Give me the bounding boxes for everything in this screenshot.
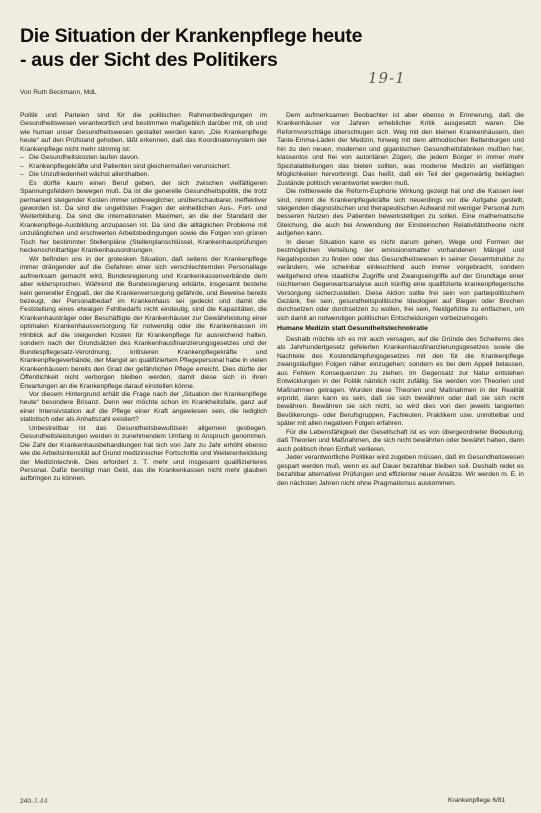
handwritten-note: 19-1 — [368, 69, 406, 87]
list-item: – Die Unzufriedenheit wächst allenthalben. — [20, 171, 267, 179]
paragraph: Vor diesem Hintergrund erhält die Frage nach der „Situation der Krankenpflege heute“ besondere Brisanz. Denn wer möchte schon im Krankheitsfalle, ganz auf einer Intensivstation auf die Pflege einer Kraft angewiesen sein, die lediglich statistisch oder als Anhaltszahl existiert? — [20, 390, 267, 424]
paragraph: Für die Lebensfähigkeit der Gesellschaft ist es von übergeordneter Bedeutung, daß Theorien und Maßnahmen, die sich nicht bewährten oder bewährt haben, dann auch politisch ihren Einfluß verlieren. — [277, 428, 524, 453]
list-item: – Die Gesundheitskosten laufen davon. — [20, 154, 267, 162]
journal-footer: Krankenpflege 6/81 — [448, 797, 506, 804]
right-column — [277, 112, 524, 792]
paragraph: Wir befinden uns in der grotesken Situation, daß seitens der Krankenpflege immer drängender auf die Gefahren einer sich verschlechternden Personallage aufmerksam gemacht wird, Bundesregierung und Krankenkassenverbände dem aber widersprochen. Während die Bundesregierung erklärte, insgesamt bestehe kein genereller Engpaß, der die Krankenversorgung gefährde, und Beweise bereits bezeugt, der Personalbedarf im Krankenhaus sei gedeckt und damit die Feststellung eines etwaigen Fehlbedarfs nicht eindeutig, sind die Kapazitäten, die Krankenhausträger oder Beschäftigte der Krankenhäuser zur Gewährleistung einer optimalen Krankenhausversorgung für notwendig oder die Krankenkassen im Hinblick auf die steigenden Kosten für Krankenpflege für ausreichend halten, sondern nach der Grundsätzen des Krankenhausfinanzierungsgesetzes und der Bundespflegesatz-Verordnung, kritisieren Krankenpflegekräfte und Krankenpflegeverbände, der Mangel an qualifiziertem Pflegepersonal habe in vielen Krankenhäusern bereits den Grad der gefährlichen Pflege erreicht. Dies dürfte der Öffentlichkeit nicht verborgen bleiben werden, damit diese sich in ihren Erwartungen an die Krankenpflege darauf einstellen könne. — [20, 255, 267, 390]
article-title-line2: - aus der Sicht des Politikers — [20, 49, 278, 71]
paragraph: Die mittlerweile die Reform-Euphorie Wirkung gezeigt hat und die Kassen leer sind, nimmt die Krankenpflegekräfte sich neuerdings vor die Aufgabe gestellt, steigenden diagnostischen und therapeutischen Aufwand mit weniger Personal zum besseren Nutzen des Patienten bewerkstelligen zu sollen. Eine mathematische Gleichung, die auch bei Anwendung der Einsteinschen Relativitätstheorie nicht aufgehen kann. — [277, 188, 524, 238]
paragraph: Unbestreitbar ist das Gesundheitsbewußtsein allgemein gestiegen. Gesundheitsleistungen werden in zunehmendem Umfang in Anspruch genommen. Die Zahl der Krankenhausbehandlungen hat sich von Jahr zu Jahr erhöht ebenso wie die Arbeitsintensität auf Grund medizinischer Fortschritte und Weiterentwicklung der Medizintechnik. Dies erfordert z. T. mehr und insgesamt qualifizierteres Personal. Dafür benötigt man Geld, das die Krankenkassen nicht mehr glauben aufbringen zu können. — [20, 424, 267, 483]
article-title-line1: Die Situation der Krankenpflege heute — [20, 25, 363, 47]
page-number — [20, 797, 48, 805]
paragraph: Deshalb möchte ich es mir auch versagen, auf die Gründe des Scheiterns des als Jahrhundertgesetz gefeierten Krankenhausfinanzierungsgesetzes sowie die Nachteile des Kostendämpfungsgesetzes mit den für die Krankenpflege zwangsläufigen Folgen näher einzugehen; sondern es bei dem Appell belassen, aus Fehlern Konsequenzen zu ziehen. Im Gegensatz zur Natur entstehen Entwicklungen in der Politik nämlich nicht zufällig. Sie werden von Theorien und Maßnahmen getragen. Wurden diese Theorien und Maßnahmen in der Realität erprobt, dann kann es sein, daß sie sich bewähren oder daß sie sich nicht bewähren. Bewähren sie sich nicht, so wird dies von den jeweils tangierten Bevölkerungs- oder Berufsgruppen, Fachleuten, Praktikern usw. unmittelbar und später mit allen negativen Folgen erfahren. — [277, 335, 524, 428]
article-title — [20, 24, 520, 72]
paragraph: Es dürfte kaum einen Beruf geben, der sich zwischen vielfältigeren Spannungsfeldern bewegen muß. Da ist die generelle Gesundheitspolitik, die trotz permanent steigender Kosten immer unbeweglicher, unüberschaubarer, ineffektiver geworden ist. Da sind die ungelösten Fragen der einheitlichen Aus-, Fort- und Weiterbildung. Da sind die internationalen Maximen, an die der Standard der Krankenpflege-Ausbildung anzupassen ist. Da sind die alltäglichen Probleme mit unzulänglichen und erschwerten Arbeitsbedingungen sowie die Folgen von grünen Tisch her bestimmter Stellenpläne (Stellenplanschlüssel, Krankenhausprüfungen heckenschnittartiger Krankenhausordnungen. — [20, 179, 267, 255]
paragraph: In dieser Situation kann es nicht darum gehen, Wege und Formen der bestmöglichen Verteilung der emissionsmatter vorhandenen Mängel und Negativposten zu finden oder das Gesundheitswesen in seiner Gesamtstruktur zu verändern, wie scheinbar einleuchtend auch immer vorgebracht, sondern weitgehend ohne staatliche Zugriffe und Zwangseingriffe auf der Grundlage einer nüchternen Gegenwartsanalyse auch künftig eine qualifizierte krankenpflegerische Versorgung sicherzustellen. Diese Aktion sollte frei sein von parteipolitischem Gezänk, frei sein, gesundheitspolitische Ideologien auf Biegen oder Brechen durchsetzen oder durchsetzen zu wollen, frei sein, Neidgefühle zu entfachen, um sich damit an notwendigen politischen Entscheidungen vorbeizumogeln. — [277, 238, 524, 322]
section-heading: Humane Medizin statt Gesundheitstechnokratie — [277, 325, 428, 333]
paragraph: Politik und Parteien sind für die politischen Rahmenbedingungen im Gesundheitswesen verantwortlich und bestimmen maßgeblich darüber mit, ob und wie human unser Gesundheitswesen gestaltet werden kann. „Die Krankenpflege heute“ auf den Prüfstand gehoben, läßt erkennen, daß das Koordinatensystem der Krankenpflege nicht mehr stimmig ist: — [20, 112, 267, 153]
byline: Von Ruth Beckmann, MdL — [20, 89, 97, 96]
bullet-list — [20, 154, 267, 179]
paragraph: Jeder verantwortliche Politiker wird zugeben müssen, daß im Gesundheitswesen gespart werden muß, wenn es auf Dauer bezahlbar bleiben soll. Deshalb redet es bezahlbar alternativer Prüfungen und effizienter neuer Ansätze. Wir werden m. E. in den nächsten Jahren nicht ohne Pragmatismus auskommen. — [277, 454, 524, 487]
paragraph: Dem aufmerksamen Beobachter ist aber ebenso in Erinnerung, daß die Krankenhäuser vor Jahren erheblicher Kritik ausgesetzt waren. Die Reformvorschläge überschlugen sich. Weg mit den kleinen Krankenhäusern, den Tante-Emma-Läden der Medizin, hinweg mit dem altmodischen Bettenburgen und hin zu den neuen, modernen und gigantischen Gesundheitsfabriken mußten her, klassenlos und frei von autoritären Zügen, die jedem Bürger in immer mehr Spezialabteilungen das bieten sollten, was moderne Medizin an vielfältigen Möglichkeiten hervorbringt. Das heißt, daß ein Teil der gegenwärtig beklagten Zustände politisch verantwortet werden muß. — [277, 112, 524, 187]
page-number-handwritten: -3.44 — [31, 797, 48, 805]
page-number-text: 240 — [20, 798, 32, 805]
list-item: – Krankenpflegekräfte und Patienten sind gleichermaßen verunsichert. — [20, 163, 267, 171]
left-column — [20, 112, 267, 792]
